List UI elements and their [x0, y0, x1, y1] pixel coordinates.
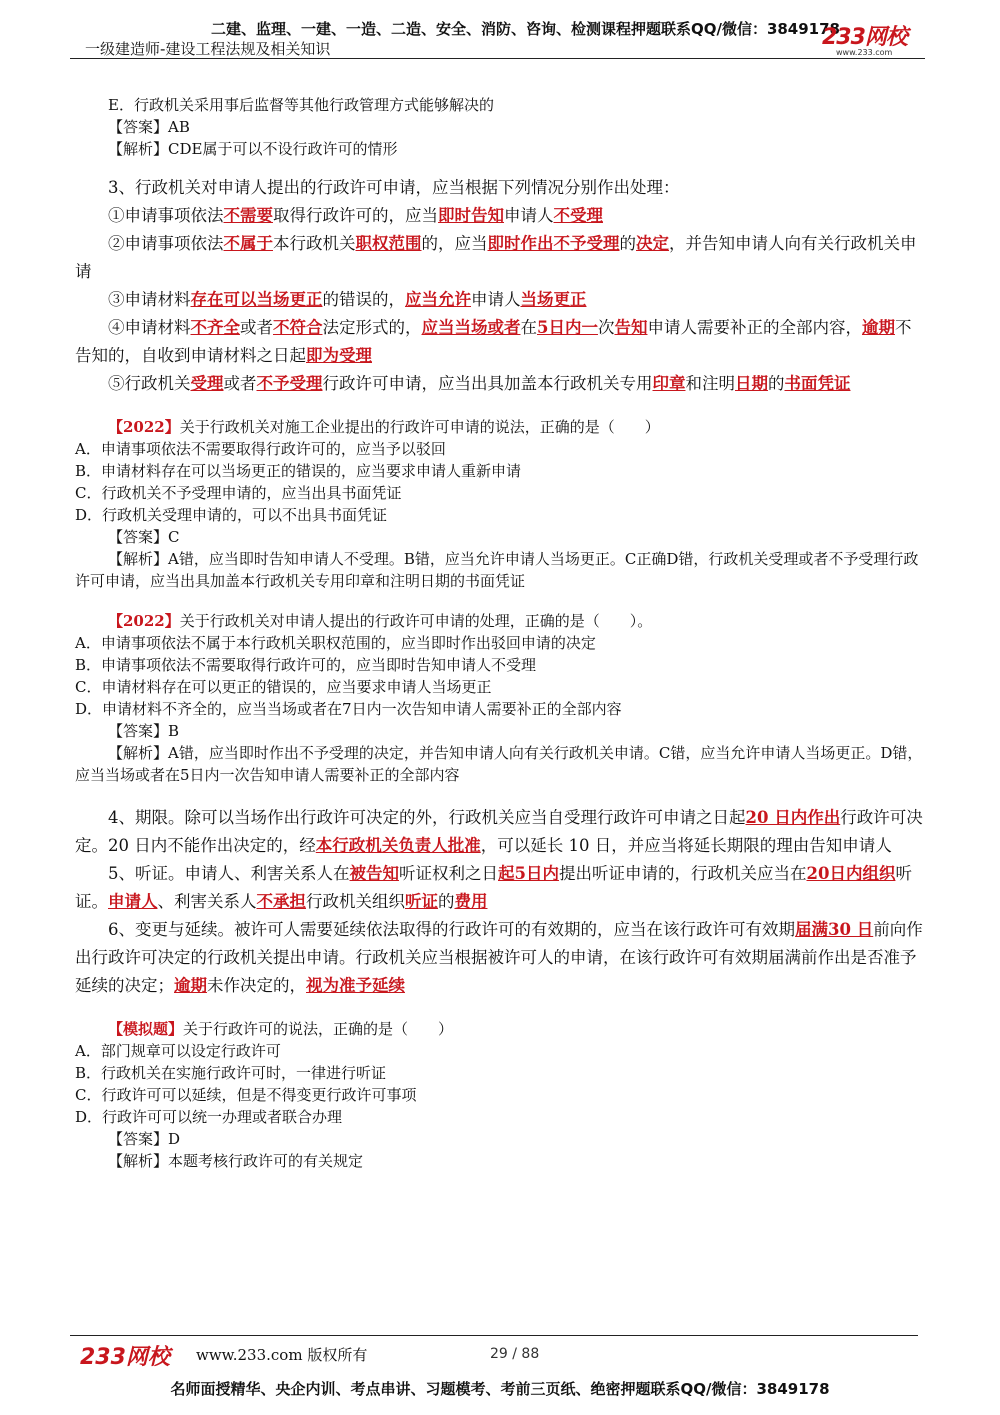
section-4-text [75, 804, 925, 860]
highlight: 被告知 [349, 864, 399, 883]
text: 或者 [240, 318, 273, 337]
text: ，并告知申请人向有关行政机关申请 [75, 234, 917, 281]
text: 取得行政许可的，应当 [273, 206, 438, 225]
text: ③申请材料 [108, 290, 191, 309]
highlight: 不受理 [553, 206, 603, 225]
page-content [75, 94, 925, 1172]
prev-question-tail [75, 94, 925, 160]
footer-logo: 233网校 [80, 1345, 170, 1370]
text: 在 [520, 318, 537, 337]
brand-logo [822, 20, 922, 60]
text: 的错误的， [322, 290, 405, 309]
analysis: 【解析】A错，应当即时告知申请人不受理。B错，应当允许申请人当场更正。C正确D错，行政机关受理或者不予受理行政许可申请，应当出具加盖本行政机关专用印章和注明日期的书面凭证 [75, 550, 919, 590]
highlight: 存在可以当场更正 [190, 290, 323, 309]
stem-text: 关于行政机关对施工企业提出的行政许可申请的说法，正确的是（ ） [179, 418, 660, 436]
option-b: B．申请事项依法不需要取得行政许可的，应当即时告知申请人不受理 [75, 656, 537, 674]
text: 本行政机关 [273, 234, 356, 253]
highlight: 应当当场或者 [421, 318, 521, 337]
section-3-item-5 [75, 370, 925, 398]
highlight: 书面凭证 [784, 374, 851, 393]
footer-copyright: www.233.com 版权所有 [196, 1346, 368, 1364]
text: 行政机关组织 [306, 892, 405, 911]
highlight: 职权范围 [355, 234, 422, 253]
section-3-item-1 [75, 202, 925, 230]
highlight: 即时作出不予受理 [487, 234, 620, 253]
text: 申请人 [471, 290, 521, 309]
answer: 【答案】AB [108, 118, 190, 136]
logo-url: www.233.com [836, 48, 893, 57]
section-3-intro: 3、行政机关对申请人提出的行政许可申请，应当根据下列情况分别作出处理： [108, 178, 680, 197]
highlight: 不符合 [273, 318, 323, 337]
text: ①申请事项依法 [108, 206, 224, 225]
highlight: 5日内一 [537, 318, 598, 337]
highlight: 本行政机关负责人批准 [315, 836, 481, 855]
answer: 【答案】D [108, 1130, 181, 1148]
text: ，可以延长 10 日，并应当将延长期限的理由告知申请人 [480, 836, 892, 855]
highlight: 不齐全 [190, 318, 240, 337]
highlight: 申请人 [108, 892, 158, 911]
text: 行政许可申请，应当出具加盖本行政机关专用 [322, 374, 653, 393]
text: 和注明 [685, 374, 735, 393]
text: 6、变更与延续。被许可人需要延续依法取得的行政许可的有效期的，应当在该行政许可有效期 [108, 920, 795, 939]
highlight: 费用 [454, 892, 488, 911]
section-3-item-4 [75, 314, 925, 370]
option-d: D．申请材料不齐全的，应当当场或者在7日内一次告知申请人需要补正的全部内容 [75, 700, 622, 718]
highlight: 视为准予延续 [306, 976, 405, 995]
question-stem [75, 1018, 925, 1040]
highlight: 当场更正 [520, 290, 587, 309]
section-5-text [75, 860, 925, 916]
option-b: B．行政机关在实施行政许可时，一律进行听证 [75, 1064, 387, 1082]
question-tag: 【2022】 [108, 612, 180, 630]
option-a: A．申请事项依法不属于本行政机关职权范围的，应当即时作出驳回申请的决定 [75, 634, 596, 652]
question-tag: 【模拟题】 [108, 1020, 184, 1038]
highlight: 逾期 [861, 318, 895, 337]
text: 提出听证申请的，行政机关应当在 [558, 864, 807, 883]
highlight: 不需要 [223, 206, 273, 225]
section-3 [75, 174, 925, 398]
text: 未作决定的， [207, 976, 306, 995]
analysis: 【解析】本题考核行政许可的有关规定 [108, 1152, 364, 1170]
option-e: E．行政机关采用事后监督等其他行政管理方式能够解决的 [108, 96, 494, 114]
highlight: 即时告知 [438, 206, 504, 225]
section-6-text [75, 916, 925, 1000]
footer-ad-text: 名师面授精华、央企内训、考点串讲、习题模考、考前三页纸、绝密押题联系QQ/微信：3849178 [170, 1380, 830, 1398]
answer: 【答案】B [108, 722, 180, 740]
highlight: 听证 [405, 892, 438, 911]
text: 法定形式的， [322, 318, 422, 337]
header-divider [70, 58, 925, 59]
text: ②申请事项依法 [108, 234, 224, 253]
analysis: 【解析】A错，应当即时作出不予受理的决定，并告知申请人向有关行政机关申请。C错，应当允许申请人当场更正。D错，应当当场或者在5日内一次告知申请人需要补正的全部内容 [75, 744, 923, 784]
stem-text: 关于行政机关对申请人提出的行政许可申请的处理，正确的是（ ）。 [179, 612, 653, 630]
option-a: A．部门规章可以设定行政许可 [75, 1042, 281, 1060]
text: 行政许可决定。20 日内不能作出决定的，经 [75, 808, 923, 855]
highlight: 即为受理 [306, 346, 372, 365]
text: 4、期限。除可以当场作出行政许可决定的外，行政机关应当自受理行政许可申请之日起 [108, 808, 746, 827]
highlight: 告知 [614, 318, 648, 337]
option-a: A．申请事项依法不需要取得行政许可的，应当予以驳回 [75, 440, 446, 458]
text: 或者 [223, 374, 257, 393]
text: ④申请材料 [108, 318, 191, 337]
text: 申请人 [504, 206, 554, 225]
highlight: 日期 [735, 374, 768, 393]
question-tag: 【2022】 [108, 418, 180, 436]
footer-divider [70, 1335, 918, 1336]
text: 的 [619, 234, 636, 253]
question-2 [75, 610, 925, 786]
header-ad-text: 二建、监理、一建、一造、二造、安全、消防、咨询、检测课程押题联系QQ/微信：3849178 [210, 20, 840, 38]
section-3-item-2 [75, 230, 925, 286]
highlight: 20 日内作出 [745, 808, 841, 827]
question-stem [75, 416, 925, 438]
section-6 [75, 916, 925, 1000]
option-c: C．申请材料存在可以更正的错误的，应当要求申请人当场更正 [75, 678, 492, 696]
logo-text: 233网校 [822, 25, 907, 50]
option-c: C．行政机关不予受理申请的，应当出具书面凭证 [75, 484, 402, 502]
highlight: 决定 [636, 234, 669, 253]
highlight: 不属于 [223, 234, 273, 253]
section-4 [75, 804, 925, 860]
option-d: D．行政许可可以统一办理或者联合办理 [75, 1108, 343, 1126]
page-number: 29 / 88 [490, 1346, 540, 1362]
text: 、利害关系人 [157, 892, 257, 911]
question-1 [75, 416, 925, 592]
option-d: D．行政机关受理申请的，可以不出具书面凭证 [75, 506, 388, 524]
section-5 [75, 860, 925, 916]
question-stem [75, 610, 925, 632]
text: 的，应当 [421, 234, 488, 253]
highlight: 不承担 [256, 892, 306, 911]
text: 次 [597, 318, 615, 337]
highlight: 印章 [652, 374, 686, 393]
highlight: 20日内组织 [806, 864, 896, 883]
text: 听证。 [75, 864, 912, 911]
text: 5、听证。申请人、利害关系人在 [108, 864, 350, 883]
highlight: 不予受理 [256, 374, 323, 393]
highlight: 受理 [190, 374, 224, 393]
text: 的 [438, 892, 455, 911]
text: 听证权利之日 [399, 864, 498, 883]
text: 申请人需要补正的全部内容， [647, 318, 862, 337]
highlight: 起5日内 [498, 864, 559, 883]
text: 前向作出行政许可决定的行政机关提出申请。行政机关应当根据被许可人的申请，在该行政许可有效期届满前作出是否准予延续的决定； [75, 920, 923, 995]
option-b: B．申请材料存在可以当场更正的错误的，应当要求申请人重新申请 [75, 462, 522, 480]
answer: 【答案】C [108, 528, 180, 546]
section-3-item-3 [75, 286, 925, 314]
text: 的 [768, 374, 785, 393]
text: 不告知的，自收到申请材料之日起 [75, 318, 912, 365]
stem-text: 关于行政许可的说法，正确的是（ ） [183, 1020, 454, 1038]
highlight: 逾期 [174, 976, 207, 995]
option-c: C．行政许可可以延续，但是不得变更行政许可事项 [75, 1086, 417, 1104]
highlight: 届满30 日 [795, 920, 874, 939]
analysis: 【解析】CDE属于可以不设行政许可的情形 [108, 140, 398, 158]
text: ⑤行政机关 [108, 374, 191, 393]
question-3 [75, 1018, 925, 1172]
highlight: 应当允许 [405, 290, 471, 309]
document-subtitle: 一级建造师-建设工程法规及相关知识 [85, 40, 331, 58]
